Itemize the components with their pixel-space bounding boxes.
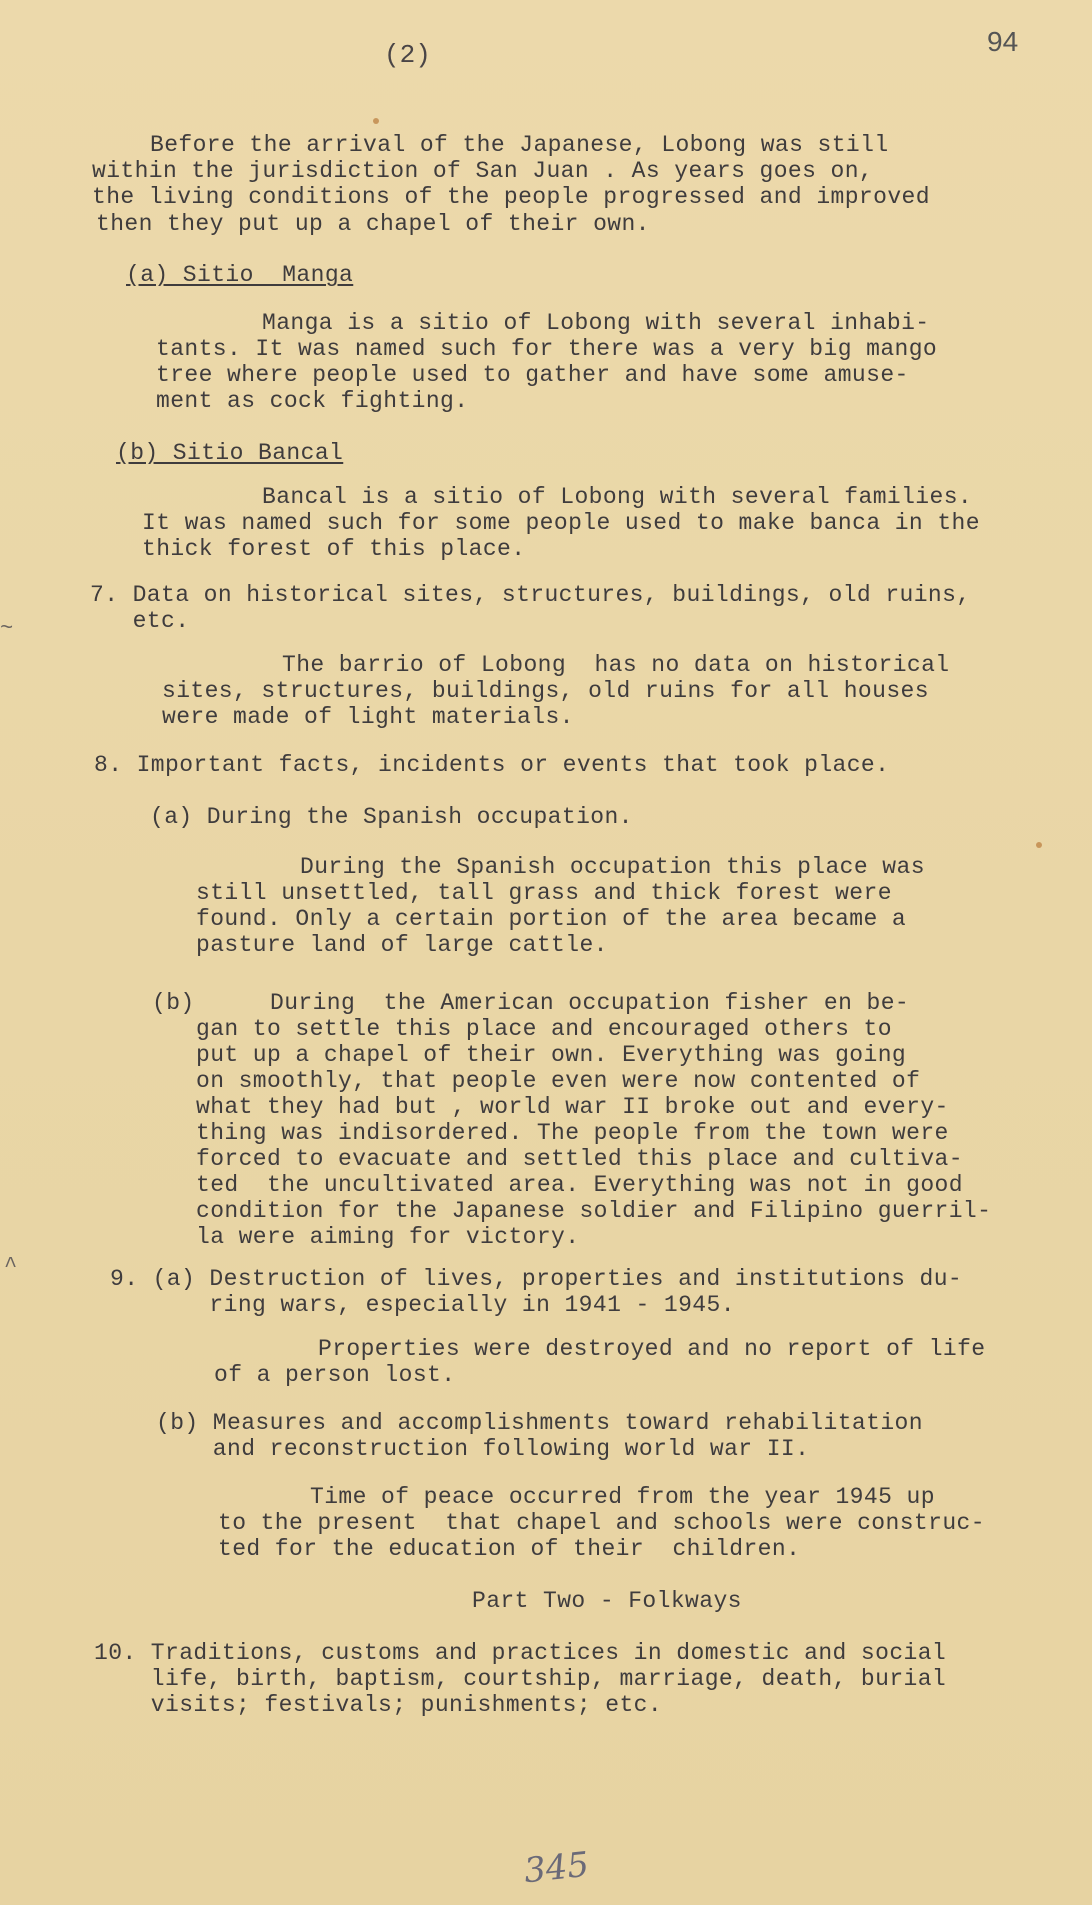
- item8b-line: what they had but , world war II broke out and every-: [196, 1094, 949, 1120]
- item9a-heading: ring wars, especially in 1941 - 1945.: [110, 1292, 735, 1318]
- item9a-heading: 9. (a) Destruction of lives, properties and institutions du-: [110, 1266, 963, 1292]
- item8a-line: pasture land of large cattle.: [196, 932, 608, 958]
- intro-line: then they put up a chapel of their own.: [96, 211, 650, 237]
- margin-mark: ~: [0, 616, 14, 641]
- margin-mark: ^: [4, 1254, 18, 1279]
- item8b-line: ted the uncultivated area. Everything was not in good: [196, 1172, 963, 1198]
- item10-line: visits; festivals; punishments; etc.: [94, 1692, 663, 1718]
- item9b-heading: and reconstruction following world war II.: [156, 1436, 810, 1462]
- item8a-heading: (a) During the Spanish occupation.: [150, 804, 633, 830]
- handwritten-page-number: 345: [522, 1844, 591, 1892]
- item8a-line: found. Only a certain portion of the area became a: [196, 906, 907, 932]
- page-label: (2): [384, 40, 431, 70]
- item8-heading: 8. Important facts, incidents or events that took place.: [94, 752, 890, 778]
- item7-line: were made of light materials.: [162, 704, 574, 730]
- sitio-manga-line: ment as cock fighting.: [156, 388, 469, 414]
- item8b-line: During the American occupation fisher en be-: [270, 990, 910, 1016]
- item8b-line: condition for the Japanese soldier and Filipino guerril-: [196, 1198, 992, 1224]
- item7-line: sites, structures, buildings, old ruins for all houses: [162, 678, 929, 704]
- item9a-line: of a person lost.: [214, 1362, 456, 1388]
- sitio-manga-line: tants. It was named such for there was a very big mango: [156, 336, 938, 362]
- item8a-line: During the Spanish occupation this place was: [300, 854, 925, 880]
- item9b-line: ted for the education of their children.: [218, 1536, 801, 1562]
- page-number: 94: [987, 26, 1019, 57]
- item8b-line: gan to settle this place and encouraged others to: [196, 1016, 892, 1042]
- sitio-manga-heading: (a) Sitio Manga: [126, 262, 354, 288]
- item8b-line: forced to evacuate and settled this place and cultiva-: [196, 1146, 963, 1172]
- item9b-line: to the present that chapel and schools were construc-: [218, 1510, 985, 1536]
- item10-line: life, birth, baptism, courtship, marriage, death, burial: [94, 1666, 947, 1692]
- part-two-heading: Part Two - Folkways: [472, 1588, 742, 1614]
- item8a-line: still unsettled, tall grass and thick forest were: [196, 880, 892, 906]
- sitio-bancal-heading: (b) Sitio Bancal: [116, 440, 344, 466]
- item8b-label: (b): [152, 990, 195, 1016]
- sitio-bancal-line: thick forest of this place.: [142, 536, 526, 562]
- intro-line: within the jurisdiction of San Juan . As years goes on,: [92, 158, 874, 184]
- item10-line: 10. Traditions, customs and practices in domestic and social: [94, 1640, 947, 1666]
- sitio-bancal-line: Bancal is a sitio of Lobong with several families.: [262, 484, 973, 510]
- ink-spot: [1036, 842, 1042, 848]
- intro-line: Before the arrival of the Japanese, Lobong was still: [150, 132, 889, 158]
- item9b-line: Time of peace occurred from the year 1945 up: [310, 1484, 935, 1510]
- item8b-line: thing was indisordered. The people from the town were: [196, 1120, 949, 1146]
- item7-heading: etc.: [90, 608, 190, 634]
- ink-spot: [373, 118, 379, 124]
- item8b-line: on smoothly, that people even were now contented of: [196, 1068, 921, 1094]
- item9b-heading: (b) Measures and accomplishments toward rehabilitation: [156, 1410, 923, 1436]
- intro-line: the living conditions of the people progressed and improved: [92, 184, 930, 210]
- item8b-line: la were aiming for victory.: [196, 1224, 580, 1250]
- sitio-manga-line: tree where people used to gather and have some amuse-: [156, 362, 909, 388]
- item9a-line: Properties were destroyed and no report of life: [318, 1336, 986, 1362]
- item7-line: The barrio of Lobong has no data on historical: [282, 652, 950, 678]
- sitio-bancal-line: It was named such for some people used to make banca in the: [142, 510, 980, 536]
- sitio-manga-line: Manga is a sitio of Lobong with several inhabi-: [262, 310, 930, 336]
- item7-heading: 7. Data on historical sites, structures, buildings, old ruins,: [90, 582, 971, 608]
- item8b-line: put up a chapel of their own. Everything was going: [196, 1042, 907, 1068]
